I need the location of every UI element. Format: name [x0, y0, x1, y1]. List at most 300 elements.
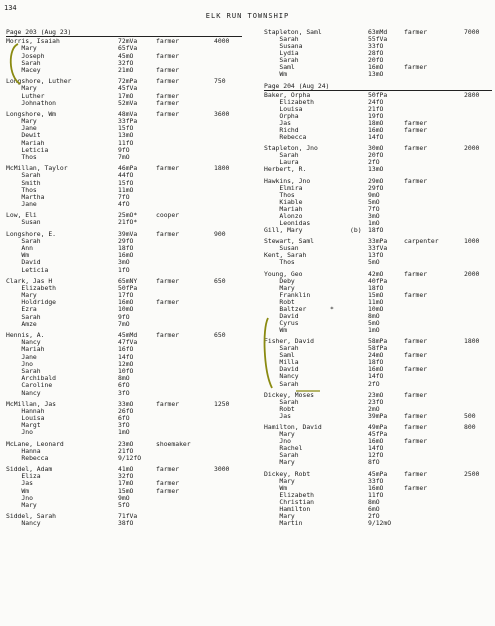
age-sex-birthplace: 15mO: [118, 486, 134, 495]
property-value: 2500: [464, 469, 480, 478]
person-name: Kent, Sarah: [264, 251, 307, 260]
occupation: farmer: [404, 365, 428, 374]
age-sex-birthplace: 1fO: [118, 265, 130, 274]
age-sex-birthplace: 13mO: [368, 70, 384, 79]
person-name: Macey: [6, 66, 41, 74]
person-name: Sarah: [264, 56, 299, 65]
occupation: farmer: [156, 465, 180, 473]
person-name: Mary: [264, 430, 295, 439]
age-sex-birthplace: 41mO: [118, 465, 134, 473]
occupation: farmer: [404, 390, 428, 399]
age-sex-birthplace: 18mO: [368, 118, 384, 127]
age-sex-birthplace: 18fO: [368, 358, 384, 367]
age-sex-birthplace: 63mMd: [368, 28, 388, 36]
property-value: 650: [214, 276, 226, 285]
age-sex-birthplace: 1mO: [368, 325, 380, 334]
age-sex-birthplace: 9fO: [118, 312, 130, 321]
age-sex-birthplace: 33mPa: [368, 237, 388, 246]
person-name: Laura: [264, 158, 299, 167]
person-name: Baker, Orpha: [264, 90, 311, 99]
person-name: McMillan, Jas: [6, 399, 57, 408]
property-value: 2000: [464, 269, 480, 278]
age-sex-birthplace: 29mO: [368, 176, 384, 185]
person-name: Deby: [264, 276, 295, 285]
age-sex-birthplace: 13fO: [368, 251, 384, 260]
age-sex-birthplace: 11mO: [368, 297, 384, 306]
age-sex-birthplace: 23mO: [118, 439, 134, 448]
occupation: farmer: [404, 176, 428, 185]
person-name: Rachel: [264, 444, 303, 453]
occupation: farmer: [156, 399, 180, 408]
person-name: Mary: [264, 476, 295, 485]
occupation: farmer: [404, 423, 428, 432]
person-name: Lydia: [264, 49, 299, 58]
person-name: Nancy: [264, 372, 299, 381]
person-name: Siddel, Adam: [6, 465, 53, 473]
person-name: Herbert, R.: [264, 165, 307, 174]
age-sex-birthplace: 21fO: [118, 446, 134, 455]
age-sex-birthplace: 20fO: [368, 56, 384, 65]
asterisk-mark: *: [330, 304, 334, 313]
property-value: 650: [214, 330, 226, 339]
age-sex-birthplace: 7fO: [118, 192, 130, 201]
person-name: Clark, Jas H: [6, 276, 53, 285]
person-name: Susana: [264, 42, 303, 51]
age-sex-birthplace: 3fO: [118, 388, 130, 397]
age-sex-birthplace: 18fO: [368, 225, 384, 234]
age-sex-birthplace: 48mVa: [118, 109, 138, 118]
person-name: McMillan, Taylor: [6, 164, 68, 173]
age-sex-birthplace: 8fO: [368, 458, 380, 467]
person-name: Thos: [264, 258, 295, 267]
person-name: Christian: [264, 497, 315, 506]
person-name: Elizabeth: [6, 283, 57, 292]
age-sex-birthplace: 45mPa: [368, 469, 388, 478]
person-name: Kiable: [264, 197, 303, 206]
property-value: 750: [214, 77, 226, 86]
person-name: Baltzer: [264, 304, 307, 313]
age-sex-birthplace: 1mO: [368, 218, 380, 227]
occupation: farmer: [156, 51, 180, 60]
age-sex-birthplace: 5fO: [118, 501, 130, 509]
person-name: Mary: [6, 501, 37, 509]
age-sex-birthplace: 2fO: [368, 379, 380, 388]
person-name: Susan: [264, 244, 299, 253]
age-sex-birthplace: 20fO: [368, 151, 384, 160]
person-name: Mary: [264, 458, 295, 467]
age-sex-birthplace: 9/12fO: [118, 453, 142, 462]
person-name: Sarah: [264, 451, 299, 460]
person-name: Jas: [6, 479, 33, 488]
occupation: farmer: [156, 298, 180, 307]
age-sex-birthplace: 10fO: [118, 366, 134, 375]
age-sex-birthplace: 65mNY: [118, 276, 138, 285]
occupation: farmer: [156, 66, 180, 74]
person-name: Morris, Isaiah: [6, 37, 60, 46]
property-value: 4000: [214, 37, 230, 46]
person-name: Mariah: [6, 345, 45, 354]
person-name: Thos: [264, 190, 295, 199]
age-sex-birthplace: 14fO: [118, 352, 134, 361]
person-name: Dickey, Moses: [264, 390, 315, 399]
person-name: Wm: [264, 325, 288, 334]
person-name: Fisher, David: [264, 337, 315, 346]
property-value: 1250: [214, 399, 230, 408]
age-sex-birthplace: 29fO: [118, 236, 134, 245]
age-sex-birthplace: 16mO: [368, 437, 384, 446]
age-sex-birthplace: 55fVa: [368, 35, 388, 44]
age-sex-birthplace: 2mO: [368, 404, 380, 413]
person-name: Nancy: [6, 338, 41, 347]
person-name: Margt: [6, 421, 41, 430]
age-sex-birthplace: 45mO: [118, 51, 134, 60]
age-sex-birthplace: 21mO: [118, 66, 134, 74]
person-name: Sarah: [264, 151, 299, 160]
age-sex-birthplace: 9mO: [118, 493, 130, 502]
occupation: farmer: [156, 91, 180, 100]
person-name: Sarah: [6, 366, 41, 375]
occupation: farmer: [156, 479, 180, 488]
age-sex-birthplace: 12fO: [368, 451, 384, 460]
age-sex-birthplace: 18fO: [368, 283, 384, 292]
age-sex-birthplace: 58fPa: [368, 344, 388, 353]
person-name: Richd: [264, 125, 299, 134]
age-sex-birthplace: 23mO: [368, 390, 384, 399]
person-name: Leticia: [6, 265, 49, 274]
age-sex-birthplace: 30mO: [368, 144, 384, 153]
age-sex-birthplace: 33mO: [118, 399, 134, 408]
person-name: Sarah: [6, 312, 41, 321]
person-name: Hamilton, David: [264, 423, 322, 432]
age-sex-birthplace: 16mO: [368, 63, 384, 72]
age-sex-birthplace: 45fVa: [118, 84, 138, 93]
person-name: Mary: [6, 291, 37, 299]
property-value: 3600: [214, 109, 230, 118]
age-sex-birthplace: 24mO: [368, 351, 384, 360]
person-name: Stapleton, Jno: [264, 144, 318, 153]
age-sex-birthplace: 14fO: [368, 444, 384, 453]
person-name: Mary: [6, 117, 37, 125]
person-name: Cyrus: [264, 318, 299, 327]
property-value: 1800: [464, 337, 480, 346]
age-sex-birthplace: 29fO: [368, 183, 384, 192]
age-sex-birthplace: 5mO: [368, 197, 380, 206]
person-name: Smith: [6, 178, 41, 187]
age-sex-birthplace: 45mMd: [118, 330, 138, 339]
occupation: farmer: [156, 98, 180, 107]
age-sex-birthplace: 17fO: [118, 291, 134, 299]
person-name: Robt: [264, 404, 295, 413]
property-value: 800: [464, 423, 476, 432]
age-sex-birthplace: 5mO: [368, 258, 380, 267]
occupation: farmer: [156, 164, 180, 173]
occupation: farmer: [404, 483, 428, 492]
age-sex-birthplace: 7fO: [368, 204, 380, 213]
person-name: Wm: [6, 486, 30, 495]
occupation: farmer: [404, 269, 428, 278]
person-name: Young, Geo: [264, 269, 303, 278]
person-name: Saml: [264, 351, 295, 360]
age-sex-birthplace: 15fO: [118, 178, 134, 187]
person-name: Sarah: [6, 171, 41, 180]
occupation: farmer: [404, 63, 428, 72]
occupation: farmer: [404, 125, 428, 134]
age-sex-birthplace: 18fO: [118, 243, 134, 252]
person-name: Elizabeth: [264, 97, 315, 106]
person-name: Milla: [264, 358, 299, 367]
person-name: Amze: [6, 319, 37, 328]
age-sex-birthplace: 38fO: [118, 519, 134, 528]
age-sex-birthplace: 16mO: [368, 483, 384, 492]
person-name: Sarah: [264, 397, 299, 406]
person-name: Dewit: [6, 131, 41, 140]
person-name: Elmira: [264, 183, 303, 192]
occupation: farmer: [156, 37, 180, 46]
age-sex-birthplace: 14fO: [368, 372, 384, 381]
age-sex-birthplace: 2fO: [368, 158, 380, 167]
person-name: Hennis, A.: [6, 330, 45, 339]
person-name: Mary: [6, 84, 37, 93]
person-name: Gill, Mary: [264, 225, 303, 234]
age-sex-birthplace: 50fPa: [368, 90, 388, 99]
age-sex-birthplace: 5mO: [368, 318, 380, 327]
age-sex-birthplace: 9mO: [368, 190, 380, 199]
person-name: Jno: [6, 493, 33, 502]
person-name: Rebecca: [6, 453, 49, 462]
person-name: Wm: [264, 70, 288, 79]
occupation: carpenter: [404, 237, 439, 246]
person-name: Alonzo: [264, 211, 303, 220]
person-name: Sarah: [264, 379, 299, 388]
property-value: 2800: [464, 90, 480, 99]
age-sex-birthplace: 21fO*: [118, 218, 138, 227]
age-sex-birthplace: 46mPa: [118, 164, 138, 173]
age-sex-birthplace: 26fO: [118, 406, 134, 415]
person-name: Jas: [264, 411, 291, 420]
person-name: David: [264, 311, 299, 320]
age-sex-birthplace: 10mO: [118, 305, 134, 314]
age-sex-birthplace: 2fO: [368, 511, 380, 520]
person-name: Eliza: [6, 472, 41, 481]
age-sex-birthplace: 8mO: [368, 497, 380, 506]
person-name: Orpha: [264, 111, 299, 120]
age-sex-birthplace: 65fVa: [118, 44, 138, 53]
person-name: Sarah: [6, 58, 41, 67]
occupation: shoemaker: [156, 439, 191, 448]
property-value: 2000: [464, 144, 480, 153]
person-name: Jno: [6, 359, 33, 368]
property-value: 3000: [214, 465, 230, 473]
person-name: Joseph: [6, 51, 45, 60]
person-name: Martha: [6, 192, 45, 201]
person-name: Ezra: [6, 305, 37, 314]
person-name: Ann: [6, 243, 33, 252]
person-name: Archibald: [6, 374, 57, 383]
person-name: Longshore, E.: [6, 229, 57, 238]
person-name: Louisa: [264, 104, 303, 113]
person-name: Luther: [6, 91, 45, 100]
person-name: David: [264, 365, 299, 374]
age-sex-birthplace: 13mO: [368, 165, 384, 174]
person-name: Low, Eli: [6, 211, 37, 220]
person-name: Martin: [264, 519, 303, 527]
age-sex-birthplace: 45fPa: [368, 430, 388, 439]
age-sex-birthplace: 12mO: [118, 359, 134, 368]
person-name: Nancy: [6, 519, 41, 528]
age-sex-birthplace: 47fVa: [118, 338, 138, 347]
age-sex-birthplace: 9/12mO: [368, 519, 392, 527]
age-sex-birthplace: 11fO: [118, 138, 134, 147]
age-sex-birthplace: 8mO: [118, 374, 130, 383]
age-sex-birthplace: 16mO: [118, 298, 134, 307]
person-name: Longshore, Luther: [6, 77, 72, 86]
age-sex-birthplace: 14fO: [368, 132, 384, 141]
person-name: Sarah: [264, 344, 299, 353]
age-sex-birthplace: 16mO: [118, 251, 134, 260]
person-name: Hannah: [6, 406, 45, 415]
age-sex-birthplace: 23fO: [368, 397, 384, 406]
age-sex-birthplace: 50fPa: [118, 283, 138, 292]
person-name: Elizabeth: [264, 490, 315, 499]
age-sex-birthplace: 3fO: [118, 421, 130, 430]
person-name: David: [6, 258, 41, 267]
age-sex-birthplace: 1mO: [118, 428, 130, 437]
age-sex-birthplace: 25mO*: [118, 211, 138, 220]
occupation: farmer: [156, 109, 180, 118]
occupation: farmer: [156, 229, 180, 238]
person-name: Saml: [264, 63, 295, 72]
section-heading-text: Page 203 (Aug 23): [6, 28, 72, 36]
age-sex-birthplace: 6fO: [118, 381, 130, 390]
age-sex-birthplace: 15mO: [368, 290, 384, 299]
age-sex-birthplace: 42mO: [368, 269, 384, 278]
age-sex-birthplace: 16mO: [368, 125, 384, 134]
person-name: Nancy: [6, 388, 41, 397]
person-name: Jas: [264, 118, 291, 127]
occupation: farmer: [404, 28, 428, 36]
age-sex-birthplace: 11mO: [118, 185, 134, 194]
age-sex-birthplace: 32fO: [118, 472, 134, 481]
age-sex-birthplace: 24fO: [368, 97, 384, 106]
age-sex-birthplace: 3mO: [118, 258, 130, 267]
age-sex-birthplace: 17mO: [118, 91, 134, 100]
age-sex-birthplace: 52mVa: [118, 98, 138, 107]
occupation: farmer: [404, 469, 428, 478]
age-sex-birthplace: 6mO: [368, 504, 380, 513]
person-name: McLane, Leonard: [6, 439, 64, 448]
person-name: Thos: [6, 153, 37, 161]
person-name: Thos: [6, 185, 37, 194]
occupation: farmer: [156, 276, 180, 285]
age-sex-birthplace: 28fO: [368, 49, 384, 58]
person-name: Sarah: [6, 236, 41, 245]
person-name: Wm: [6, 251, 30, 260]
age-sex-birthplace: 58mPa: [368, 337, 388, 346]
person-name: Jane: [6, 124, 37, 133]
occupation: farmer: [404, 411, 428, 420]
age-sex-birthplace: 49mPa: [368, 423, 388, 432]
age-sex-birthplace: 13mO: [118, 131, 134, 140]
person-name: Louisa: [6, 414, 45, 422]
person-name: Mariah: [264, 204, 303, 213]
person-name: Stapleton, Saml: [264, 28, 322, 36]
occupation: farmer: [404, 118, 428, 127]
age-sex-birthplace: 33fPa: [118, 117, 138, 125]
person-name: Caroline: [6, 381, 53, 390]
age-sex-birthplace: 16mO: [368, 365, 384, 374]
person-name: Siddel, Sarah: [6, 512, 57, 521]
age-sex-birthplace: 71fVa: [118, 512, 138, 521]
person-name: Hamilton: [264, 504, 311, 513]
person-name: Jane: [6, 352, 37, 361]
occupation: farmer: [156, 77, 180, 86]
person-name: Jno: [264, 437, 291, 446]
person-name: Franklin: [264, 290, 311, 299]
age-sex-birthplace: 11fO: [368, 490, 384, 499]
age-sex-birthplace: 39mPa: [368, 411, 388, 420]
person-name: Wm: [264, 483, 288, 492]
age-sex-birthplace: 16fO: [118, 345, 134, 354]
property-value: 1000: [464, 237, 480, 246]
age-sex-birthplace: 7mO: [118, 153, 130, 161]
age-sex-birthplace: 72mVa: [118, 37, 138, 46]
occupation: farmer: [156, 330, 180, 339]
person-name: Longshore, Wm: [6, 109, 57, 118]
section-heading-text: Page 204 (Aug 24): [264, 81, 330, 90]
age-sex-birthplace: 7mO: [118, 319, 130, 328]
age-sex-birthplace: 33fVa: [368, 244, 388, 253]
age-sex-birthplace: 4fO: [118, 200, 130, 209]
property-value: 1800: [214, 164, 230, 173]
age-sex-birthplace: 19fO: [368, 111, 384, 120]
person-name: Leticia: [6, 145, 49, 154]
occupation: farmer: [404, 290, 428, 299]
occupation: farmer: [156, 486, 180, 495]
person-name: Rebecca: [264, 132, 307, 141]
occupation: farmer: [404, 437, 428, 446]
person-name: Dickey, Robt: [264, 469, 311, 478]
age-sex-birthplace: 72mPa: [118, 77, 138, 86]
person-name: Mary: [264, 511, 295, 520]
person-name: Sarah: [264, 35, 299, 44]
property-value: 500: [464, 411, 476, 420]
person-name: Johnathon: [6, 98, 57, 107]
age-sex-birthplace: 39mVa: [118, 229, 138, 238]
occupation: farmer: [404, 144, 428, 153]
person-name: Jane: [6, 200, 37, 209]
person-name: Susan: [6, 218, 41, 227]
person-name: Stewart, Saml: [264, 237, 315, 246]
person-name: Mary: [6, 44, 37, 53]
occupation: farmer: [404, 351, 428, 360]
age-sex-birthplace: 33fO: [368, 42, 384, 51]
occupation: cooper: [156, 211, 180, 220]
age-sex-birthplace: 6fO: [118, 414, 130, 422]
property-value: 7000: [464, 28, 480, 36]
occupation: farmer: [404, 337, 428, 346]
page-title: ELK RUN TOWNSHIP: [205, 12, 290, 20]
person-name: Mariah: [6, 138, 45, 147]
age-sex-birthplace: 40fPa: [368, 276, 388, 285]
age-sex-birthplace: 15fO: [118, 124, 134, 133]
age-sex-birthplace: 44fO: [118, 171, 134, 180]
page-number: 134: [4, 4, 17, 12]
person-name: Leonidas: [264, 218, 311, 227]
age-sex-birthplace: 9fO: [118, 145, 130, 154]
person-name: Hawkins, Jno: [264, 176, 311, 185]
age-sex-birthplace: 3mO: [368, 211, 380, 220]
age-sex-birthplace: 32fO: [118, 58, 134, 67]
